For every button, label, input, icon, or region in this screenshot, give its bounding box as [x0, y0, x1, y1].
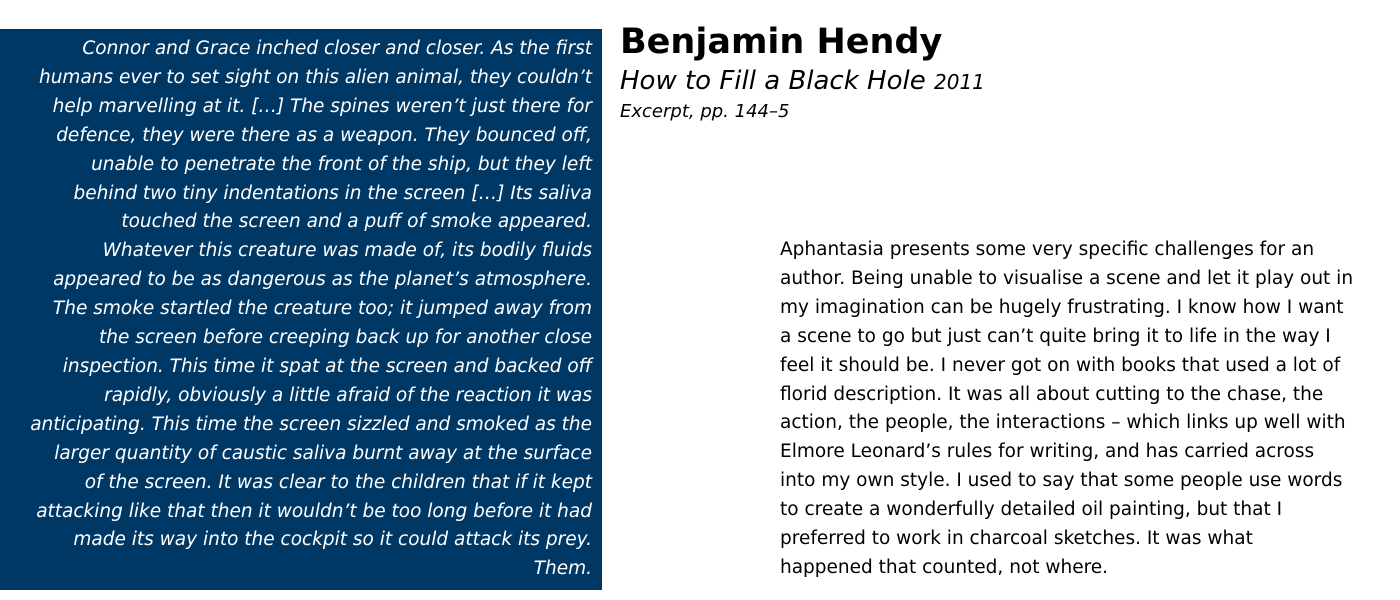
- commentary-text: Aphantasia presents some very specific challenges for an author. Being unable to visualise a scene and let it play out in my imagination can be hugely frustrating. I know how I want a scene to go but just can’t quite bring it to life in the way I feel it should be. I never got on with books that used a lot of florid description. It was all about cutting to the chase, the action, the people, the interactions – which links up well with Elmore Leonard’s rules for writing, and has carried across into my own style. I used to say that some people use words to create a wonderfully detailed oil painting, but that I preferred to work in charcoal sketches. It was what happened that counted, not where.: [780, 239, 1354, 578]
- excerpt-reference: Excerpt, pp. 144–5: [620, 101, 790, 122]
- author-name: Benjamin Hendy: [620, 22, 943, 62]
- excerpt-panel: [0, 29, 602, 590]
- excerpt-text: Connor and Grace inched closer and closer. As the first humans ever to set sight on this alien animal, they couldn’t help marvelling at it. […] The spines weren’t just there for defence, they were there as a weapon. They bounced off, unable to penetrate the front of the ship, but they left behind two tiny indentations in the screen […] Its saliva touched the screen and a puff of smoke appeared. Whatever this creature was made of, its bodily fluids appeared to be as dangerous as the planet’s atmosphere. The smoke startled the creature too; it jumped away from the screen before creeping back up for another close inspection. This time it spat at the screen and backed off rapidly, obviously a little afraid of the reaction it was anticipating. This time the screen sizzled and smoked as the larger quantity of caustic saliva burnt away at the surface of the screen. It was clear to the children that if it kept attacking like that then it wouldn’t be too long before it had made its way into the cockpit so it could attack its prey. Them.: [30, 38, 592, 580]
- work-year: 2011: [934, 70, 985, 94]
- work-title-line: [620, 64, 985, 99]
- heading-block: [620, 20, 985, 125]
- work-title: How to Fill a Black Hole: [620, 66, 926, 96]
